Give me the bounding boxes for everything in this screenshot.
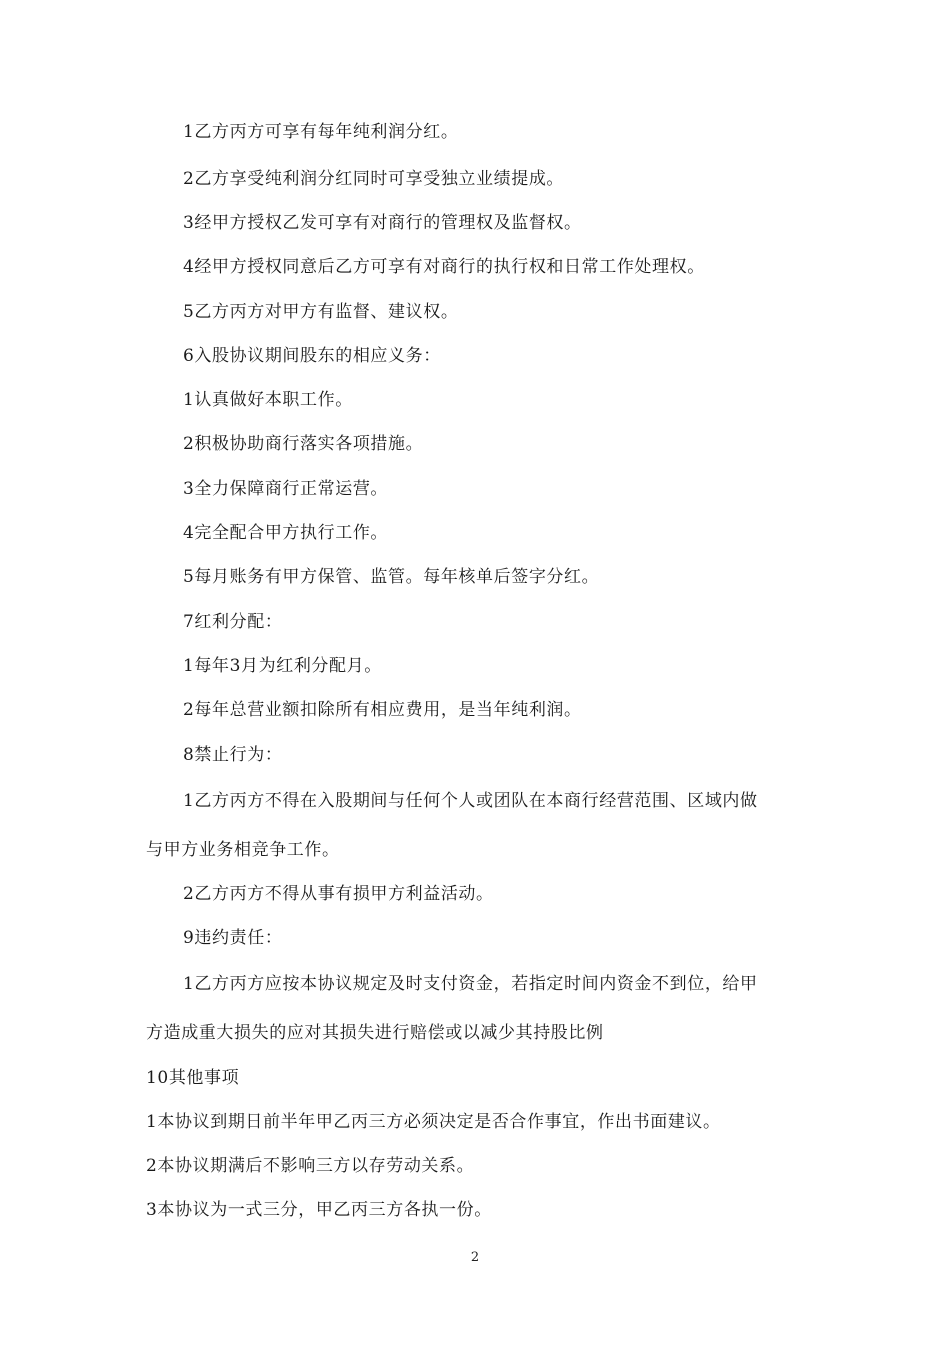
section-heading: 7红利分配：	[183, 612, 283, 632]
text-line: 5每月账务有甲方保管、监管。每年核单后签字分红。	[183, 567, 600, 587]
text-line: 2本协议期满后不影响三方以存劳动关系。	[146, 1156, 475, 1176]
text-line: 1本协议到期日前半年甲乙丙三方必须决定是否合作事宜，作出书面建议。	[146, 1112, 721, 1132]
page-number: 2	[470, 1250, 480, 1265]
text-line: 2每年总营业额扣除所有相应费用，是当年纯利润。	[183, 700, 582, 720]
text-line: 方造成重大损失的应对其损失进行赔偿或以减少其持股比例	[146, 1023, 604, 1043]
text-line: 与甲方业务相竞争工作。	[146, 840, 340, 860]
text-line: 4完全配合甲方执行工作。	[183, 523, 389, 543]
section-heading: 8禁止行为：	[183, 745, 283, 765]
text-line: 3本协议为一式三分，甲乙丙三方各执一份。	[146, 1200, 492, 1220]
text-line: 3全力保障商行正常运营。	[183, 479, 389, 499]
text-line: 1每年3月为红利分配月。	[183, 656, 382, 676]
text-line: 1乙方丙方应按本协议规定及时支付资金，若指定时间内资金不到位，给甲	[183, 974, 758, 994]
text-line: 5乙方丙方对甲方有监督、建议权。	[183, 302, 459, 322]
text-line: 1认真做好本职工作。	[183, 390, 353, 410]
section-heading: 9违约责任：	[183, 928, 283, 948]
text-line: 1乙方丙方可享有每年纯利润分红。	[183, 122, 459, 142]
text-line: 3经甲方授权乙发可享有对商行的管理权及监督权。	[183, 213, 582, 233]
text-line: 2乙方享受纯利润分红同时可享受独立业绩提成。	[183, 169, 565, 189]
text-line: 2积极协助商行落实各项措施。	[183, 434, 424, 454]
text-line: 4经甲方授权同意后乙方可享有对商行的执行权和日常工作处理权。	[183, 257, 705, 277]
text-line: 1乙方丙方不得在入股期间与任何个人或团队在本商行经营范围、区域内做	[183, 791, 758, 811]
section-heading: 10其他事项	[146, 1068, 240, 1088]
section-heading: 6入股协议期间股东的相应义务：	[183, 346, 441, 366]
text-line: 2乙方丙方不得从事有损甲方利益活动。	[183, 884, 494, 904]
